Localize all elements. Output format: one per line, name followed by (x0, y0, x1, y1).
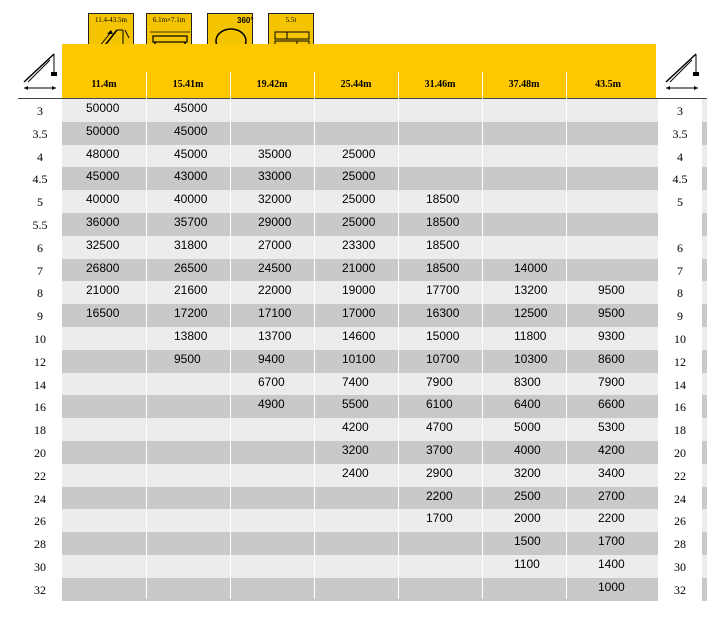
header-band (62, 44, 656, 72)
capacity-cell: 16500 (86, 306, 120, 321)
capacity-cell: 9500 (174, 351, 201, 366)
capacity-cell: 9300 (598, 329, 625, 343)
rotation-label: 360° (237, 16, 254, 25)
capacity-cell: 31800 (174, 237, 208, 252)
radius-cell-right: 14 (658, 373, 702, 396)
radius-cell-right: 3.5 (658, 122, 702, 145)
capacity-cell: 21000 (86, 283, 120, 298)
radius-cell-left: 4.5 (18, 167, 62, 190)
column-divider (314, 72, 315, 599)
capacity-cell: 8300 (514, 374, 541, 389)
capacity-cell: 7400 (342, 374, 369, 389)
capacity-cell: 9500 (598, 306, 625, 321)
capacity-cell: 6600 (598, 397, 625, 412)
capacity-cell: 14000 (514, 260, 548, 275)
table-row (18, 555, 707, 578)
capacity-cell: 2000 (514, 511, 541, 526)
capacity-cell: 23300 (342, 237, 376, 252)
radius-cell-left: 9 (18, 304, 62, 327)
column-divider (146, 72, 147, 599)
capacity-cell: 45000 (174, 146, 208, 161)
radius-cell-left: 5.5 (18, 213, 62, 236)
radius-cell-left: 30 (18, 555, 62, 578)
capacity-cell: 9400 (258, 351, 285, 366)
capacity-cell: 10700 (426, 351, 460, 366)
capacity-cell: 45000 (174, 101, 208, 115)
radius-cell-right (658, 213, 702, 236)
radius-cell-right: 6 (658, 236, 702, 259)
table-row (18, 532, 707, 555)
table-row (18, 99, 707, 122)
capacity-cell: 9500 (598, 283, 625, 298)
capacity-cell: 1500 (514, 534, 541, 549)
capacity-cell: 27000 (258, 237, 292, 252)
table-row (18, 395, 707, 418)
capacity-cell: 2900 (426, 465, 453, 480)
capacity-cell: 24500 (258, 260, 292, 275)
boom-length-header: 37.48m (508, 79, 540, 90)
radius-cell-left: 22 (18, 464, 62, 487)
capacity-cell: 50000 (86, 123, 120, 138)
radius-cell-right: 7 (658, 259, 702, 282)
radius-cell-right: 3 (658, 99, 702, 122)
capacity-cell: 12500 (514, 306, 548, 321)
capacity-cell: 2200 (426, 488, 453, 503)
radius-cell-left: 28 (18, 532, 62, 555)
counterweight-label: 5.5t (285, 16, 297, 24)
radius-cell-right: 4 (658, 145, 702, 168)
capacity-cell: 40000 (174, 192, 208, 207)
capacity-cell: 4900 (258, 397, 285, 412)
capacity-cell: 25000 (342, 215, 376, 229)
table-row (18, 167, 707, 190)
radius-cell-left: 6 (18, 236, 62, 259)
capacity-cell: 25000 (342, 146, 376, 161)
capacity-cell: 3200 (514, 465, 541, 480)
radius-cell-left: 14 (18, 373, 62, 396)
radius-cell-left: 20 (18, 441, 62, 464)
column-divider (566, 72, 567, 599)
capacity-cell: 7900 (426, 374, 453, 389)
radius-cell-left: 7 (18, 259, 62, 282)
radius-cell-left: 24 (18, 487, 62, 510)
table-row (18, 304, 707, 327)
radius-cell-right: 4.5 (658, 167, 702, 190)
radius-crane-icon (662, 48, 702, 96)
capacity-cell: 26500 (174, 260, 208, 275)
corner-left (16, 44, 62, 98)
radius-cell-right: 22 (658, 464, 702, 487)
capacity-cell: 17100 (258, 306, 292, 321)
boom-length-header: 43.5m (595, 79, 621, 90)
capacity-cell: 2200 (598, 511, 625, 526)
table-row (18, 327, 707, 350)
boom-length-header: 25.44m (340, 79, 372, 90)
capacity-cell: 8600 (598, 351, 625, 366)
capacity-cell: 1100 (514, 557, 540, 571)
radius-cell-right: 30 (658, 555, 702, 578)
radius-cell-left: 5 (18, 190, 62, 213)
capacity-cell: 29000 (258, 215, 292, 229)
table-row (18, 213, 707, 236)
capacity-cell: 1400 (598, 557, 625, 571)
capacity-cell: 43000 (174, 169, 208, 184)
table-row (18, 464, 707, 487)
column-divider (230, 72, 231, 599)
capacity-cell: 22000 (258, 283, 292, 298)
capacity-cell: 6700 (258, 374, 285, 389)
boom-length-header: 31.46m (424, 79, 456, 90)
capacity-cell: 4200 (342, 420, 369, 435)
boom-length-header: 11.4m (91, 79, 117, 90)
capacity-cell: 4200 (598, 443, 625, 457)
capacity-cell: 50000 (86, 101, 120, 115)
radius-cell-left: 26 (18, 509, 62, 532)
radius-cell-left: 4 (18, 145, 62, 168)
radius-cell-right: 10 (658, 327, 702, 350)
radius-cell-left: 18 (18, 418, 62, 441)
capacity-cell: 3400 (598, 465, 625, 480)
radius-cell-right: 26 (658, 509, 702, 532)
corner-right (658, 44, 704, 98)
capacity-cell: 11800 (514, 329, 547, 343)
boom-length-header: 19.42m (256, 79, 288, 90)
capacity-cell: 35000 (258, 146, 292, 161)
capacity-cell: 32500 (86, 237, 120, 252)
table-row (18, 281, 707, 304)
capacity-cell: 3700 (426, 443, 453, 457)
capacity-cell: 26800 (86, 260, 120, 275)
capacity-cell: 1700 (598, 534, 625, 549)
table-row (18, 190, 707, 213)
capacity-cell: 36000 (86, 215, 120, 229)
capacity-cell: 3200 (342, 443, 369, 457)
capacity-cell: 17200 (174, 306, 208, 321)
capacity-cell: 13800 (174, 329, 208, 343)
capacity-cell: 32000 (258, 192, 292, 207)
capacity-cell: 2500 (514, 488, 541, 503)
capacity-cell: 25000 (342, 169, 376, 184)
table-row (18, 350, 707, 373)
radius-cell-left: 3 (18, 99, 62, 122)
capacity-cell: 6100 (426, 397, 453, 412)
capacity-cell: 48000 (86, 146, 120, 161)
table-row (18, 259, 707, 282)
radius-cell-left: 10 (18, 327, 62, 350)
radius-cell-right: 18 (658, 418, 702, 441)
capacity-cell: 21600 (174, 283, 208, 298)
radius-cell-right: 20 (658, 441, 702, 464)
column-divider (482, 72, 483, 599)
capacity-cell: 17700 (426, 283, 460, 298)
capacity-cell: 17000 (342, 306, 376, 321)
radius-cell-left: 3.5 (18, 122, 62, 145)
capacity-cell: 25000 (342, 192, 376, 207)
capacity-cell: 10300 (514, 351, 548, 366)
capacity-cell: 33000 (258, 169, 292, 184)
table-row (18, 122, 707, 145)
outrigger-spread-label: 6.1m×7.1m (152, 16, 186, 24)
capacity-cell: 4700 (426, 420, 453, 435)
capacity-cell: 5300 (598, 420, 625, 435)
capacity-cell: 18500 (426, 260, 460, 275)
capacity-cell: 5500 (342, 397, 369, 412)
table-row (18, 441, 707, 464)
table-row (18, 418, 707, 441)
radius-cell-right: 28 (658, 532, 702, 555)
capacity-cell: 2700 (598, 488, 625, 503)
capacity-cell: 45000 (86, 169, 120, 184)
capacity-cell: 6400 (514, 397, 541, 412)
radius-cell-right: 12 (658, 350, 702, 373)
capacity-cell: 1700 (426, 511, 453, 526)
radius-cell-right: 8 (658, 281, 702, 304)
capacity-cell: 10100 (342, 351, 376, 366)
capacity-cell: 13700 (258, 329, 292, 343)
capacity-cell: 5000 (514, 420, 541, 435)
radius-cell-right: 5 (658, 190, 702, 213)
radius-crane-icon (20, 48, 60, 96)
capacity-cell: 19000 (342, 283, 376, 298)
radius-cell-right: 16 (658, 395, 702, 418)
table-row (18, 487, 707, 510)
radius-cell-left: 8 (18, 281, 62, 304)
capacity-cell: 18500 (426, 237, 460, 252)
capacity-cell: 1000 (598, 579, 625, 594)
boom-length-label: 11.4-43.5m (94, 16, 128, 24)
radius-cell-left: 32 (18, 578, 62, 601)
capacity-cell: 4000 (514, 443, 541, 457)
table-row (18, 578, 707, 601)
table-row (18, 145, 707, 168)
capacity-cell: 21000 (342, 260, 376, 275)
radius-cell-right: 32 (658, 578, 702, 601)
capacity-cell: 16300 (426, 306, 460, 321)
capacity-cell: 2400 (342, 465, 369, 480)
table-row (18, 509, 707, 532)
capacity-cell: 35700 (174, 215, 208, 229)
capacity-cell: 13200 (514, 283, 548, 298)
radius-cell-left: 16 (18, 395, 62, 418)
radius-cell-right: 9 (658, 304, 702, 327)
boom-length-header: 15.41m (172, 79, 204, 90)
capacity-cell: 15000 (426, 329, 460, 343)
capacity-cell: 7900 (598, 374, 625, 389)
capacity-cell: 45000 (174, 123, 208, 138)
radius-cell-right: 24 (658, 487, 702, 510)
table-row (18, 236, 707, 259)
capacity-cell: 18500 (426, 215, 460, 229)
column-divider (398, 72, 399, 599)
radius-cell-left: 12 (18, 350, 62, 373)
table-row (18, 373, 707, 396)
capacity-cell: 18500 (426, 192, 460, 207)
capacity-cell: 14600 (342, 329, 376, 343)
capacity-cell: 40000 (86, 192, 120, 207)
